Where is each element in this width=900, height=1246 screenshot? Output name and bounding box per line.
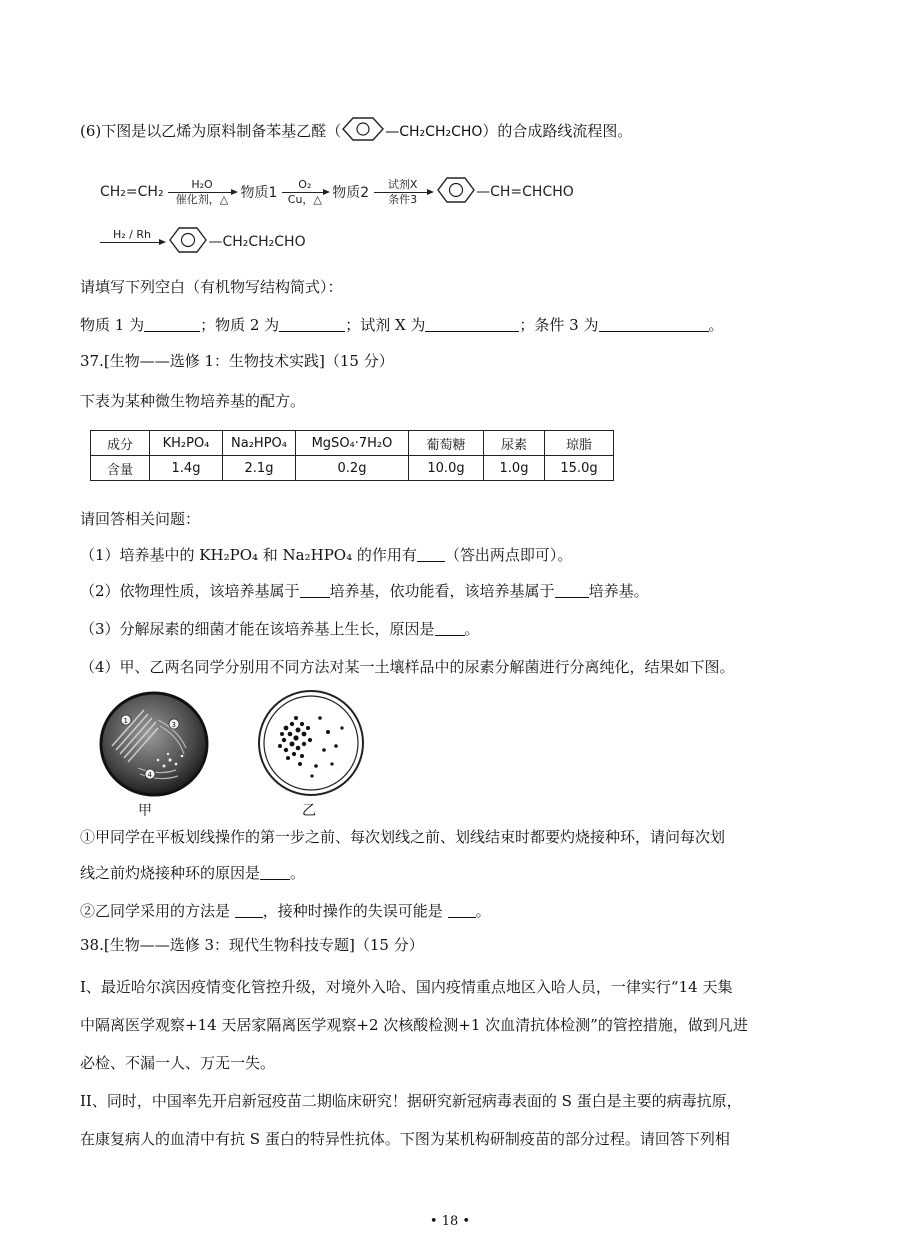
q37-part-1	[80, 544, 572, 566]
table-cell: 15.0g	[545, 456, 614, 481]
table-cell: 10.0g	[409, 456, 484, 481]
table-header-cell: 葡萄糖	[409, 431, 484, 456]
part-3-tail: 。	[464, 620, 480, 638]
benzene-ring-icon	[341, 116, 385, 148]
q37-ask: 请回答相关问题：	[80, 510, 201, 528]
blank-subq-2a[interactable]	[235, 901, 263, 918]
table-cell: 含量	[91, 456, 150, 481]
arrow-3-bottom: 条件3	[388, 192, 418, 206]
right-arrow-icon	[374, 192, 432, 193]
arrow-4-bottom-spacer	[100, 244, 164, 256]
subq-2-tail: 。	[475, 902, 491, 920]
scheme-substance-1: 物质1	[240, 185, 278, 201]
part-2-text: （2）依物理性质，该培养基属于	[80, 582, 300, 600]
scheme-product-2: —CH₂CH₂CHO	[208, 234, 306, 250]
spread-plate-image	[256, 688, 366, 798]
q38-part-i-line-1: I、最近哈尔滨因疫情变化管控升级，对境外入哈、国内疫情重点地区入哈人员，一律实行“14 天集	[80, 978, 733, 996]
svg-text:4: 4	[147, 771, 152, 779]
fill-end-mark: 。	[708, 316, 724, 334]
blank-substance-2[interactable]	[279, 315, 345, 332]
part-1-tail: （答出两点即可）。	[444, 546, 573, 564]
q37-subq-1b	[80, 862, 305, 884]
table-cell: 1.4g	[150, 456, 223, 481]
fill-blanks-line	[80, 314, 724, 336]
right-arrow-icon	[282, 192, 328, 193]
arrow-2-bottom: Cu，△	[287, 192, 322, 206]
scheme-arrow-3	[374, 179, 432, 206]
fill-substance-1-label: 物质 1 为	[80, 316, 145, 334]
q6-prefix: (6)下图是以乙烯为原料制备苯基乙醛（	[80, 122, 342, 140]
blank-condition-3[interactable]	[599, 315, 709, 332]
subq-2-text: ②乙同学采用的方法是	[80, 902, 231, 920]
synthesis-scheme-row-2	[100, 226, 306, 258]
table-header-cell: KH₂PO₄	[150, 431, 223, 456]
part-3-text: （3）分解尿素的细菌才能在该培养基上生长，原因是	[80, 620, 435, 638]
table-header-cell: 尿素	[484, 431, 545, 456]
fill-intro: 请填写下列空白（有机物写结构简式）：	[80, 278, 343, 296]
blank-subq-2b[interactable]	[448, 901, 476, 918]
table-header-cell: MgSO₄·7H₂O	[296, 431, 409, 456]
figure-jia-caption: 甲	[138, 803, 152, 819]
q37-intro: 下表为某种微生物培养基的配方。	[80, 392, 306, 410]
q37-subq-1a: ①甲同学在平板划线操作的第一步之前、每次划线之前、划线结束时都要灼烧接种环，请问每次划	[80, 828, 726, 846]
benzene-ring-icon	[436, 176, 476, 208]
q37-heading: 37.[生物——选修 1：生物技术实践]（15 分）	[80, 352, 394, 370]
table-header-cell: Na₂HPO₄	[223, 431, 296, 456]
synthesis-scheme-row-1	[100, 176, 574, 208]
q6-group: —CH₂CH₂CHO	[385, 124, 483, 140]
arrow-2-top: O₂	[298, 177, 312, 191]
q37-subq-2	[80, 900, 491, 922]
blank-part-1[interactable]	[417, 545, 445, 562]
table-cell: 0.2g	[296, 456, 409, 481]
blank-part-2a[interactable]	[300, 581, 330, 598]
subq-1-tail: 。	[290, 864, 306, 882]
scheme-substance-2: 物质2	[332, 185, 370, 201]
table-row	[91, 431, 614, 456]
q37-part-3	[80, 618, 480, 640]
svg-text:1: 1	[123, 717, 128, 725]
figure-jia-streak-plate	[98, 690, 210, 798]
q38-part-ii-line-2: 在康复病人的血清中有抗 S 蛋白的特异性抗体。下图为某机构研制疫苗的部分过程。请回答下列相	[80, 1130, 730, 1148]
fill-condition-3-label: ；条件 3 为	[519, 316, 599, 334]
medium-recipe-table	[90, 430, 614, 481]
fill-reagent-x-label: ；试剂 X 为	[345, 316, 426, 334]
page-number: • 18 •	[429, 1214, 471, 1229]
table-cell: 2.1g	[223, 456, 296, 481]
streak-plate-image	[98, 690, 210, 798]
q38-heading: 38.[生物——选修 3：现代生物科技专题]（15 分）	[80, 936, 424, 954]
q38-part-i-line-3: 必检、不漏一人、万无一失。	[80, 1054, 276, 1072]
q38-part-i-line-2: 中隔离医学观察+14 天居家隔离医学观察+2 次核酸检测+1 次血清抗体检测”的管控措施，做到凡进	[80, 1016, 748, 1034]
table-row	[91, 456, 614, 481]
arrow-1-bottom: 催化剂，△	[175, 192, 229, 206]
part-1-text: （1）培养基中的 KH₂PO₄ 和 Na₂HPO₄ 的作用有	[80, 546, 417, 564]
q6-suffix: ）的合成路线流程图。	[482, 122, 633, 140]
benzene-ring-icon	[168, 226, 208, 258]
q37-part-2	[80, 580, 649, 602]
part-2-middle: 培养基，依功能看，该培养基属于	[329, 582, 555, 600]
table-cell: 1.0g	[484, 456, 545, 481]
q6-line	[80, 116, 632, 148]
part-2-tail: 培养基。	[588, 582, 649, 600]
scheme-product-1: —CH=CHCHO	[476, 184, 574, 200]
arrow-3-top: 试剂X	[387, 177, 418, 191]
table-header-cell: 琼脂	[545, 431, 614, 456]
scheme-arrow-1	[168, 179, 236, 206]
figure-yi-spread-plate	[256, 688, 366, 798]
subq-1-text: 线之前灼烧接种环的原因是	[80, 864, 261, 882]
q38-part-ii-line-1: II、同时，中国率先开启新冠疫苗二期临床研究！据研究新冠病毒表面的 S 蛋白是主要的病毒抗原，	[80, 1092, 742, 1110]
blank-part-2b[interactable]	[555, 581, 589, 598]
scheme-arrow-4	[100, 229, 164, 256]
arrow-4-top: H₂ / Rh	[113, 227, 151, 241]
fill-substance-2-label: ；物质 2 为	[200, 316, 280, 334]
blank-substance-1[interactable]	[144, 315, 200, 332]
blank-part-3[interactable]	[435, 619, 465, 636]
arrow-1-top: H₂O	[191, 177, 213, 191]
subq-2-middle: ，接种时操作的失误可能是	[262, 902, 443, 920]
svg-text:3: 3	[171, 721, 176, 729]
blank-reagent-x[interactable]	[425, 315, 519, 332]
figure-yi-caption: 乙	[302, 803, 316, 819]
scheme-arrow-2	[282, 179, 328, 206]
table-header-cell: 成分	[91, 431, 150, 456]
q37-part-4: （4）甲、乙两名同学分别用不同方法对某一土壤样品中的尿素分解菌进行分离纯化，结果如下图。	[80, 658, 735, 676]
scheme-start: CH₂=CH₂	[100, 184, 164, 200]
right-arrow-icon	[100, 242, 164, 243]
right-arrow-icon	[168, 192, 236, 193]
blank-subq-1[interactable]	[260, 863, 290, 880]
